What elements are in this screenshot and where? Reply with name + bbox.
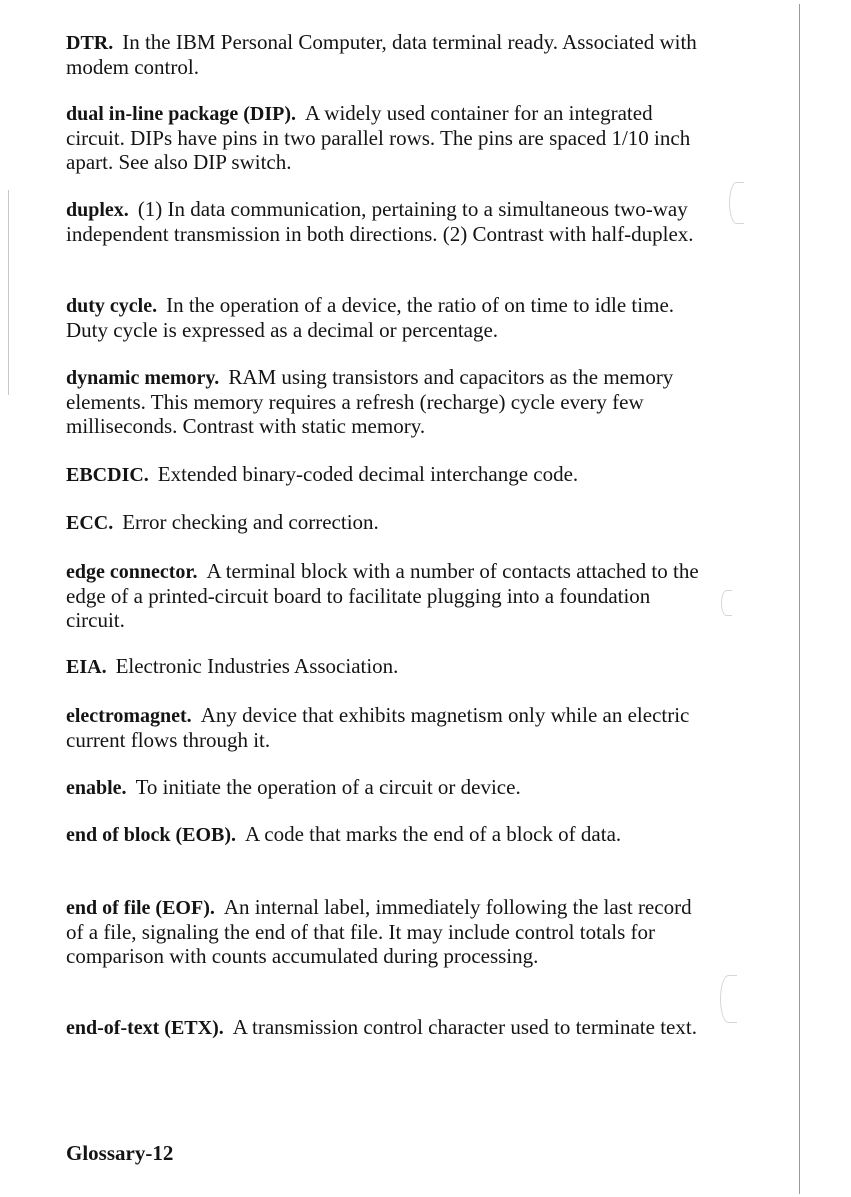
entry-term: enable. [66,777,127,799]
binding-edge-left [8,190,9,395]
entry-definition: A transmission control character used to terminate text. [232,1015,697,1039]
entry-definition: In the IBM Personal Computer, data terminal ready. Associated with modem control. [66,30,697,79]
entry-term: end-of-text (ETX). [66,1017,224,1039]
glossary-entry [66,197,706,246]
entry-term: DTR. [66,32,114,54]
glossary-entry [66,30,706,79]
entry-definition: Any device that exhibits magnetism only while an electric current flows through it. [66,703,690,752]
punch-hole-mark [721,590,732,616]
entry-term: duplex. [66,199,129,221]
entry-definition: (1) In data communication, pertaining to a simultaneous two-way independent transmission in both directions. (2) Contrast with half-duplex. [66,197,694,246]
glossary-entry [66,293,706,342]
entry-term: end of block (EOB). [66,824,237,846]
glossary-entry [66,462,706,487]
entry-definition: A terminal block with a number of contacts attached to the edge of a printed-circuit board to facilitate plugging into a foundation circuit. [66,559,699,632]
entry-definition: An internal label, immediately following the last record of a file, signaling the end of that file. It may include control totals for comparison with counts accumulated during processing. [66,895,692,968]
glossary-entry [66,703,706,752]
entry-definition: RAM using transistors and capacitors as the memory elements. This memory requires a refresh (recharge) cycle every few milliseconds. Contrast with static memory. [66,365,674,438]
entry-definition: In the operation of a device, the ratio of on time to idle time. Duty cycle is expressed as a decimal or percentage. [66,293,675,342]
entry-term: dual in-line package (DIP). [66,103,297,125]
entry-definition: Error checking and correction. [122,510,379,534]
glossary-entry [66,895,706,968]
entry-term: EIA. [66,656,107,678]
entry-term: EBCDIC. [66,464,149,486]
glossary-entry [66,510,706,535]
entry-definition: Extended binary-coded decimal interchange code. [157,462,579,486]
entry-term: electromagnet. [66,705,192,727]
glossary-entry [66,775,706,800]
entry-term: end of file (EOF). [66,897,215,919]
punch-hole-mark [729,182,744,224]
glossary-entry [66,101,706,174]
punch-hole-mark [720,975,737,1023]
entry-term: edge connector. [66,561,198,583]
binding-edge-right [799,4,800,1194]
entry-definition: To initiate the operation of a circuit or device. [135,775,521,799]
page-number: Glossary-12 [66,1141,174,1165]
glossary-entry [66,1015,706,1040]
entry-term: dynamic memory. [66,367,220,389]
glossary-entry [66,559,706,632]
glossary-entry [66,365,706,438]
entry-term: ECC. [66,512,114,534]
entry-definition: A code that marks the end of a block of data. [245,822,622,846]
entry-definition: A widely used container for an integrated circuit. DIPs have pins in two parallel rows. The pins are spaced 1/10 inch apart. See also DIP switch. [66,101,691,174]
glossary-entry [66,654,706,679]
entry-definition: Electronic Industries Association. [115,654,399,678]
glossary-entry [66,822,706,847]
entry-term: duty cycle. [66,295,158,317]
